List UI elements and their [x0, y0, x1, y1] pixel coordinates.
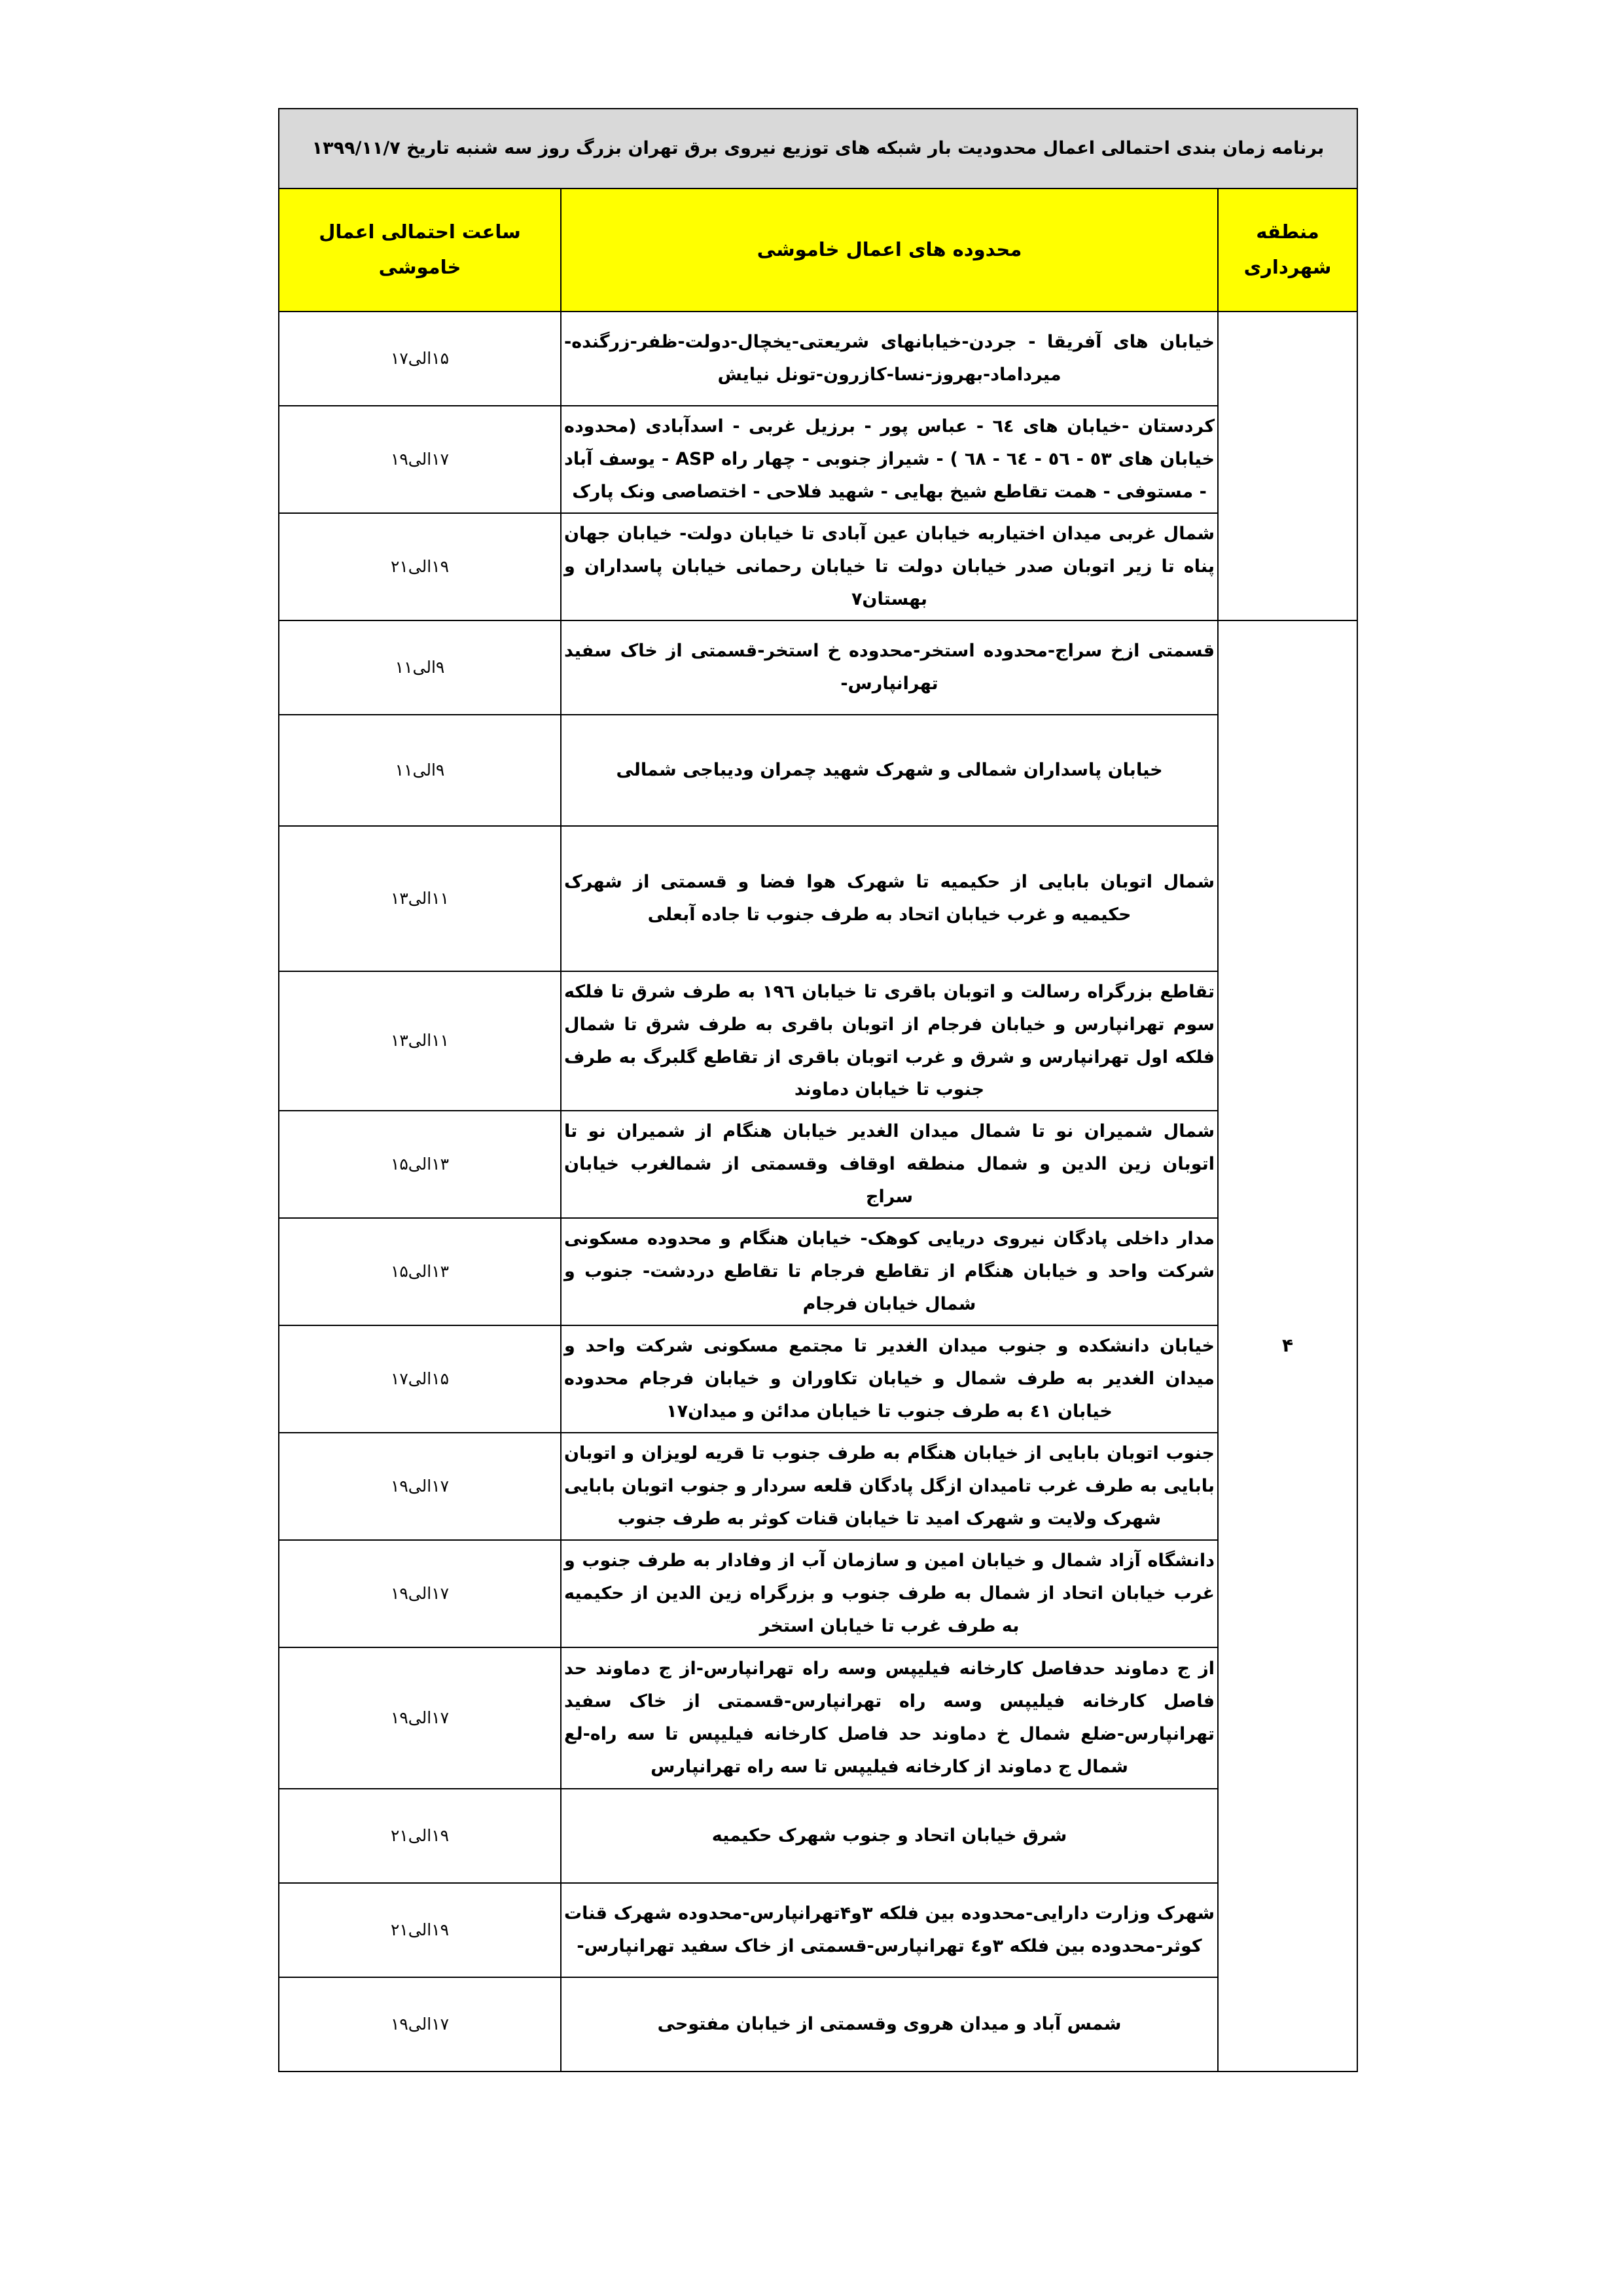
blackout-schedule-table: [278, 108, 1358, 2072]
time-cell: ۱۹الی۲۱: [279, 513, 561, 620]
title-row: [279, 109, 1357, 188]
table-title: برنامه زمان بندی احتمالی اعمال محدودیت بار شبکه های توزیع نیروی برق تهران بزرگ روز سه شنبه تاریخ ۱۳۹۹/۱۱/۷: [279, 109, 1357, 188]
time-cell: ۱۳الی۱۵: [279, 1111, 561, 1218]
area-cell: خیابان پاسداران شمالی و شهرک شهید چمران ودیباجی شمالی: [561, 715, 1218, 826]
area-cell: از ج دماوند حدفاصل کارخانه فیلیپس وسه راه تهرانپارس-از ج دماوند حد فاصل کارخانه فیلیپس وسه راه تهرانپارس-قسمتی از خاک سفید تهرانپارس-ضلع شمال خ دماوند حد فاصل کارخانه فیلیپس تا سه راه-لع شمال ج دماوند از کارخانه فیلیپس تا سه راه تهرانپارس: [561, 1647, 1218, 1789]
table-row: [279, 1789, 1357, 1883]
area-cell: شمال اتوبان بابایی از حکیمیه تا شهرک هوا فضا و قسمتی از شهرک حکیمیه و غرب خیابان اتحاد به طرف جنوب تا جاده آبعلی: [561, 826, 1218, 971]
table-row: [279, 715, 1357, 826]
time-cell: ۱۹الی۲۱: [279, 1883, 561, 1977]
table-row: [279, 1433, 1357, 1540]
table-row: [279, 312, 1357, 406]
time-cell: ۹الی۱۱: [279, 715, 561, 826]
table-row: [279, 1325, 1357, 1433]
area-cell: خیابان های آفریقا - جردن-خیابانهای شریعتی-یخچال-دولت-ظفر-زرگنده-میرداماد-بهروز-نسا-کازرون-تونل نیایش: [561, 312, 1218, 406]
table-row: [279, 1540, 1357, 1647]
table-row: [279, 406, 1357, 513]
area-cell: کردستان -خیابان های ٦٤ - عباس پور - برزیل غربی - اسدآبادی (محدوده خیابان های ٥٣ - ٥٦ - ٦٤ - ٦٨ ) - شیراز جنوبی - چهار راه ASP - یوسف آباد - مستوفی - همت تقاطع شیخ بهایی - شهید فلاحی - اختصاصی ونک پارک: [561, 406, 1218, 513]
table-row: [279, 1883, 1357, 1977]
area-cell: شمال غربی میدان اختیاربه خیابان عین آبادی تا خیابان دولت- خیابان جهان پناه تا زیر اتوبان صدر خیابان دولت تا خیابان رحمانی خیابان پاسداران و بهستان۷: [561, 513, 1218, 620]
table-row: [279, 1647, 1357, 1789]
area-cell: تقاطع بزرگراه رسالت و اتوبان باقری تا خیابان ۱۹٦ به طرف شرق تا فلکه سوم تهرانپارس و خیابان فرجام از اتوبان باقری به طرف شرق تا شمال فلکه اول تهرانپارس و شرق و غرب اتوبان باقری از تقاطع گلبرگ به طرف جنوب تا خیابان دماوند: [561, 971, 1218, 1111]
header-row: [279, 188, 1357, 312]
time-cell: ۱۷الی۱۹: [279, 1433, 561, 1540]
time-cell: ۹الی۱۱: [279, 620, 561, 715]
time-cell: ۱۱الی۱۳: [279, 971, 561, 1111]
area-cell: جنوب اتوبان بابایی از خیابان هنگام به طرف جنوب تا قریه لویزان و اتوبان بابایی به طرف غرب تامیدان ازگل پادگان قلعه سردار و جنوب اتوبان بابایی شهرک ولایت و شهرک امید تا خیابان قنات کوثر به طرف جنوب: [561, 1433, 1218, 1540]
area-cell: خیابان دانشکده و جنوب میدان الغدیر تا مجتمع مسکونی شرکت واحد و میدان الغدیر به طرف شمال و خیابان تکاوران و خیابان فرجام محدوده خیابان ٤١ به طرف جنوب تا خیابان مدائن و میدان۱۷: [561, 1325, 1218, 1433]
time-cell: ۱۷الی۱۹: [279, 1977, 561, 2072]
table-row: [279, 620, 1357, 715]
time-cell: ۱۱الی۱۳: [279, 826, 561, 971]
region-cell: [1218, 312, 1357, 620]
time-cell: ۱۵الی۱۷: [279, 312, 561, 406]
time-cell: ۱۷الی۱۹: [279, 1540, 561, 1647]
time-cell: ۱۳الی۱۵: [279, 1218, 561, 1325]
table-row: [279, 826, 1357, 971]
region-column-header: منطقه شهرداری: [1218, 188, 1357, 312]
table-row: [279, 1111, 1357, 1218]
area-cell: شهرک وزارت دارایی-محدوده بین فلکه ۳و۴تهرانپارس-محدوده شهرک قنات کوثر-محدوده بین فلکه ۳و٤ تهرانپارس-قسمتی از خاک سفید تهرانپارس-: [561, 1883, 1218, 1977]
time-cell: ۱۷الی۱۹: [279, 406, 561, 513]
table-row: [279, 971, 1357, 1111]
region-cell: ۴: [1218, 620, 1357, 2072]
table-row: [279, 1218, 1357, 1325]
time-cell: ۱۹الی۲۱: [279, 1789, 561, 1883]
table-row: [279, 1977, 1357, 2072]
area-cell: شمال شمیران نو تا شمال میدان الغدیر خیابان هنگام از شمیران نو تا اتوبان زین الدین و شمال منطقه اوقاف وقسمتی از شمالغرب خیابان سراج: [561, 1111, 1218, 1218]
time-cell: ۱۵الی۱۷: [279, 1325, 561, 1433]
area-cell: شمس آباد و میدان هروی وقسمتی از خیابان مفتوحی: [561, 1977, 1218, 2072]
area-cell: دانشگاه آزاد شمال و خیابان امین و سازمان آب از وفادار به طرف جنوب و غرب خیابان اتحاد از شمال به طرف جنوب و بزرگراه زین الدین از حکیمیه به طرف غرب تا خیابان استخر: [561, 1540, 1218, 1647]
areas-column-header: محدوده های اعمال خاموشی: [561, 188, 1218, 312]
area-cell: شرق خیابان اتحاد و جنوب شهرک حکیمیه: [561, 1789, 1218, 1883]
area-cell: مدار داخلی پادگان نیروی دریایی کوهک- خیابان هنگام و محدوده مسکونی شرکت واحد و خیابان هنگام از تقاطع فرجام تا تقاطع دردشت- جنوب و شمال خیابان فرجام: [561, 1218, 1218, 1325]
time-column-header: ساعت احتمالی اعمال خاموشی: [279, 188, 561, 312]
time-cell: ۱۷الی۱۹: [279, 1647, 561, 1789]
area-cell: قسمتی ازخ سراج-محدوده استخر-محدوده خ استخر-قسمتی از خاک سفید تهرانپارس-: [561, 620, 1218, 715]
table-row: [279, 513, 1357, 620]
